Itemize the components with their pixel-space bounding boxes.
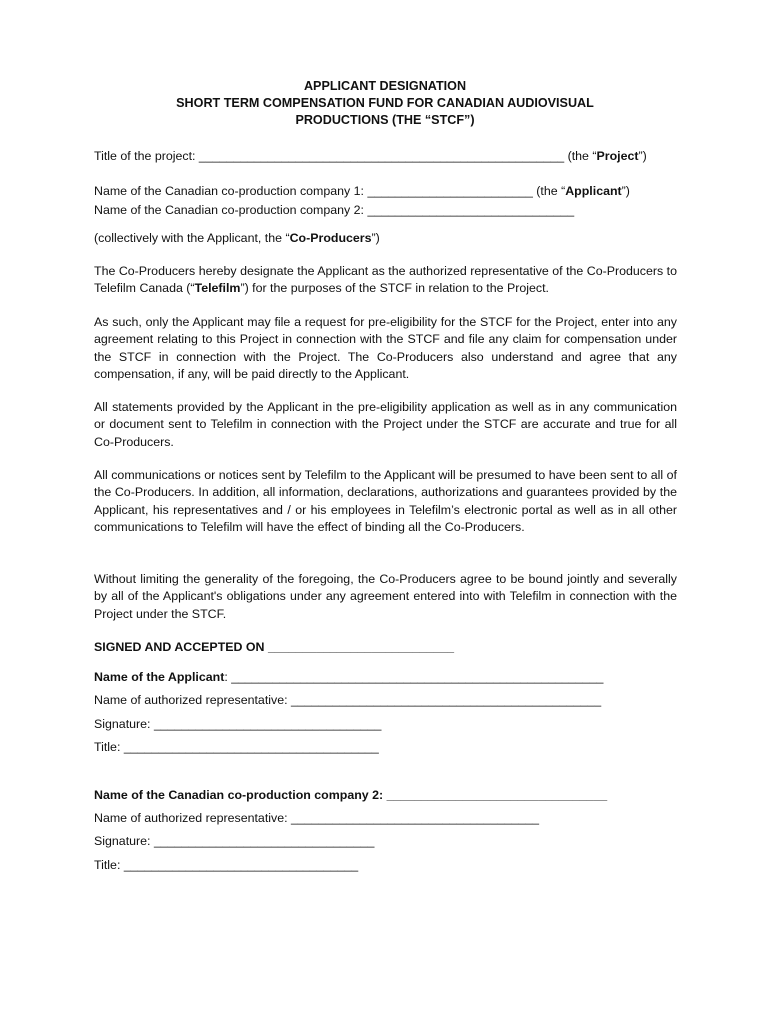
company1-label: Name of the Canadian co-production company 1: [94, 184, 368, 198]
company2-signature-blank[interactable]: ________________________________ [153, 834, 375, 848]
doc-subtitle-line-2: PRODUCTIONS (THE “STCF”) [295, 113, 475, 127]
company2-line [94, 202, 574, 219]
applicant-name-label: Name of the Applicant [94, 670, 225, 684]
applicant-defined-term: Applicant [565, 184, 622, 198]
applicant-rep-label: Name of authorized representative: [94, 693, 291, 707]
applicant-name-blank[interactable]: ______________________________________________________ [231, 670, 604, 684]
coproducers-defined-term: Co-Producers [289, 231, 372, 245]
applicant-signature-blank[interactable]: _________________________________ [153, 717, 382, 731]
company2-rep-blank[interactable]: ____________________________________ [290, 811, 540, 825]
applicant-signature-label: Signature: [94, 717, 154, 731]
project-defined-term: Project [596, 149, 639, 163]
company2-title-label: Title: [94, 858, 124, 872]
project-suffix-open: (the “ [564, 149, 597, 163]
applicant-title-label: Title: [94, 740, 124, 754]
company2-title-blank[interactable]: __________________________________ [123, 858, 359, 872]
signed-date-blank[interactable]: ___________________________ [267, 640, 455, 654]
company2-signature-line [94, 833, 374, 850]
applicant-signature-line [94, 716, 381, 733]
project-title-blank: _____________________________________________________ [198, 149, 565, 163]
paragraph-designation-pre: The Co-Producers hereby designate the Applicant as the authorized representative of the Co-Producers to Telefilm Canada (“ [94, 264, 677, 296]
company1-line [94, 183, 630, 200]
paragraph-communications: All communications or notices sent by Telefilm to the Applicant will be presumed to have been sent to all of the Co-Producers. In addition, all information, declarations, authorizations and guarantees provided by the Applicant, his representatives and / or his employees in Telefilm’s electronic portal as well as in all other communications to Telefilm will have the effect of binding all the Co-Producers. [94, 468, 677, 535]
applicant-rep-line [94, 692, 601, 709]
applicant-rep-blank[interactable]: _____________________________________________ [290, 693, 602, 707]
company2-signature-label: Signature: [94, 834, 154, 848]
paragraph-applicant-powers: As such, only the Applicant may file a request for pre-eligibility for the STCF for the Project, enter into any agreement relating to this Project in connection with the STCF and file any claim for compensation under the STCF in connection with the Project. The Co-Producers also understand and agree that any compensation, if any, will be paid directly to the Applicant. [94, 315, 677, 382]
signed-accepted-label: SIGNED AND ACCEPTED ON [94, 640, 268, 654]
company2-rep-line [94, 810, 539, 827]
company2-blank: ______________________________ [367, 203, 575, 217]
doc-title: APPLICANT DESIGNATION [303, 79, 467, 93]
paragraph-designation [94, 263, 677, 298]
company2-rep-label: Name of authorized representative: [94, 811, 291, 825]
company1-suffix-close: ”) [621, 184, 630, 198]
company2-label: Name of the Canadian co-production company 2: [94, 203, 368, 217]
project-title-label: Title of the project: [94, 149, 199, 163]
project-suffix-close: ”) [638, 149, 647, 163]
coproducers-post: ”) [371, 231, 380, 245]
company2-name-label: Name of the Canadian co-production company 2: [94, 788, 387, 802]
company1-blank: ________________________ [367, 184, 533, 198]
paragraph-statements: All statements provided by the Applicant in the pre-eligibility application as well as in any communication or document sent to Telefilm in connection with the Project under the STCF are accurate and true for all Co-Producers. [94, 400, 677, 449]
coproducers-pre: (collectively with the Applicant, the “ [94, 231, 290, 245]
applicant-name-colon: : [224, 670, 232, 684]
telefilm-defined-term: Telefilm [194, 281, 241, 296]
paragraph-designation-post: ”) for the purposes of the STCF in relation to the Project. [240, 281, 549, 296]
applicant-title-blank[interactable]: _____________________________________ [123, 740, 379, 754]
project-title-line [94, 148, 647, 165]
coproducers-line [94, 230, 380, 247]
applicant-name-line [94, 669, 603, 686]
signed-accepted-line [94, 639, 454, 656]
doc-subtitle-line-1: SHORT TERM COMPENSATION FUND FOR CANADIAN AUDIOVISUAL [176, 96, 594, 110]
applicant-title-line [94, 739, 379, 756]
paragraph-joint-obligations: Without limiting the generality of the foregoing, the Co-Producers agree to be bound jointly and severally by all of the Applicant's obligations under any agreement entered into with Telefilm in connection with the Project under the STCF. [94, 572, 677, 621]
company2-name-blank[interactable]: ________________________________ [386, 788, 608, 802]
company1-suffix-open: (the “ [532, 184, 566, 198]
company2-name-line [94, 787, 607, 804]
company2-title-line [94, 857, 358, 874]
